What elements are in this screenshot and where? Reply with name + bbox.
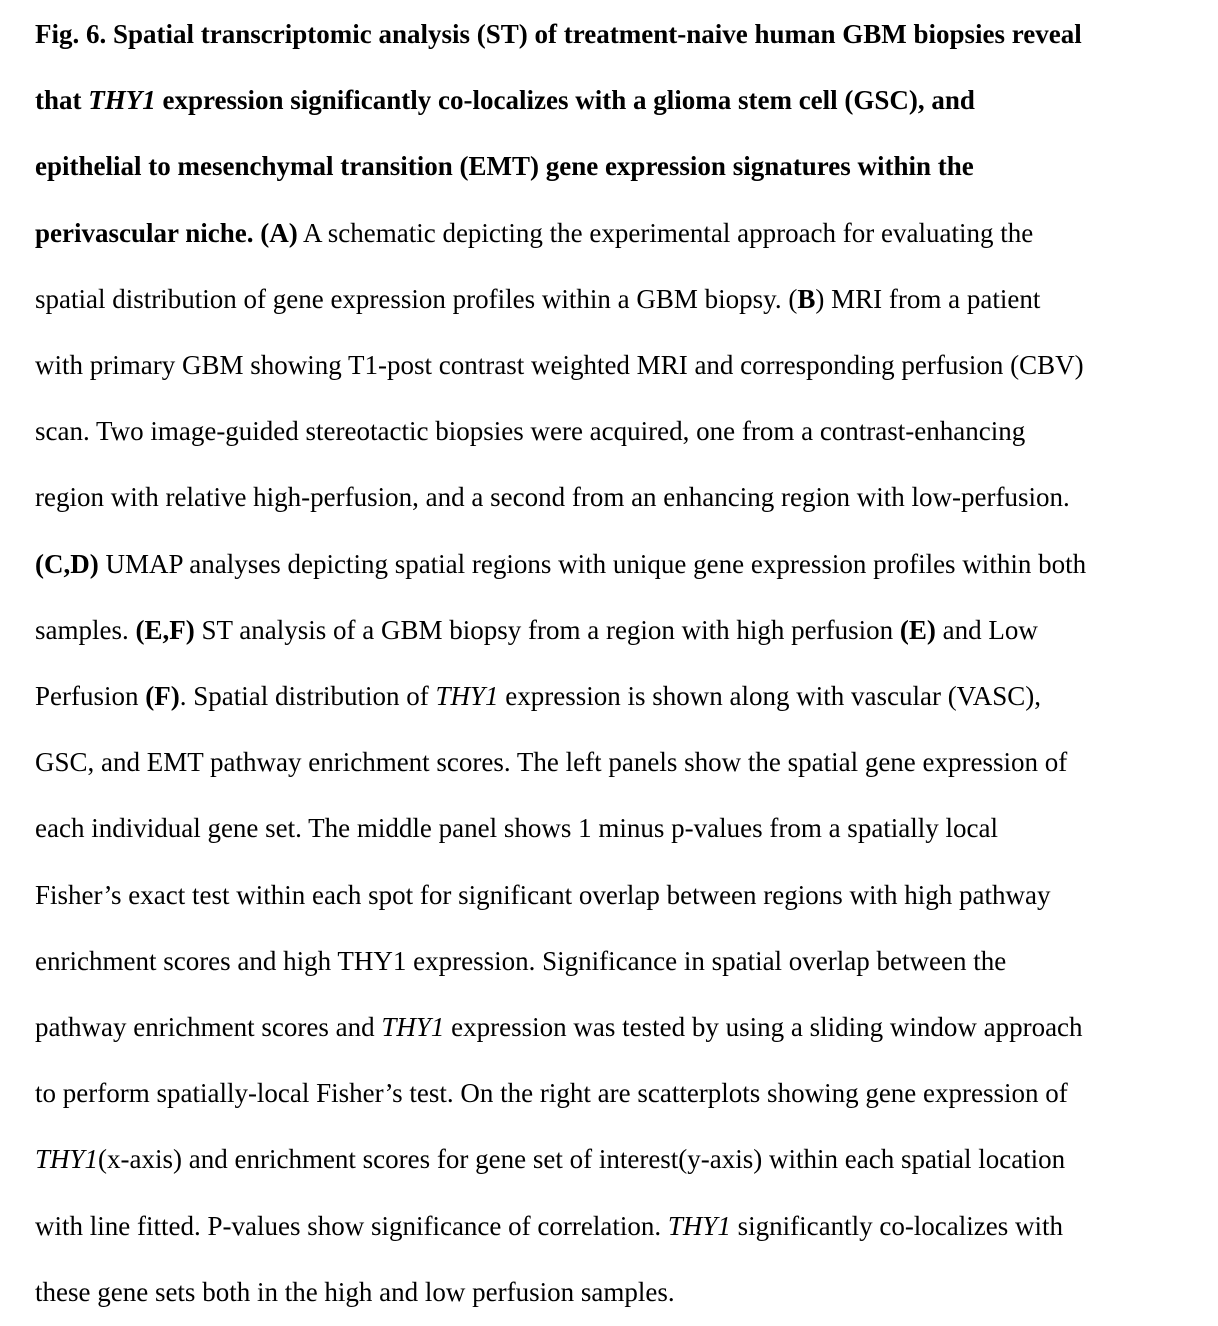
caption-text-run: B [797,283,816,314]
caption-line [35,1275,675,1309]
caption-text-run: spatial distribution of gene expression profiles within a GBM biopsy. ( [35,283,798,314]
caption-text-run: THY1 [435,681,499,711]
caption-text-run: GSC, and EMT pathway enrichment scores. The left panels show the spatial gene expression of [35,747,1068,778]
caption-line [35,83,975,117]
caption-line [35,811,998,845]
caption-text-run: scan. Two image-guided stereotactic biopsies were acquired, one from a contrast-enhancing [35,416,1026,447]
caption-text-run: samples. [35,614,136,645]
caption-line [35,745,1067,779]
caption-text-run: UMAP analyses depicting spatial regions with unique gene expression profiles within both [98,548,1087,579]
caption-line [35,1209,1063,1243]
caption-line [35,944,1006,978]
caption-line [35,348,1084,382]
caption-text-run: THY1 [88,85,156,116]
caption-text-run: . Spatial distribution of [179,681,436,711]
caption-line [35,547,1086,581]
caption-line [35,282,1040,316]
caption-text-run: (x-axis) and enrichment scores for gene set of interest(y-axis) within each spatial location [98,1144,1066,1175]
caption-text-run: each individual gene set. The middle panel shows 1 minus p-values from a spatially local [35,813,999,844]
caption-text-run: THY1 [667,1210,731,1241]
caption-text-run: these gene sets both in the high and low perfusion samples. [35,1276,675,1307]
caption-line [35,480,1070,514]
caption-text-run: Fisher’s exact test within each spot for significant overlap between regions with high pathway [35,879,1051,910]
caption-text-run: ST analysis of a GBM biopsy from a region with high perfusion [194,614,900,645]
caption-text-run: that [35,85,89,116]
caption-line [35,216,1033,250]
caption-text-run: with line fitted. P-values show significance of correlation. [35,1210,668,1241]
caption-text-run: (E,F) [135,614,195,645]
caption-line [35,1010,1083,1044]
caption-text-run: expression is shown along with vascular (VASC), [498,681,1041,711]
caption-text-run: A schematic depicting the experimental approach for evaluating the [297,217,1034,248]
caption-line [35,613,1038,647]
caption-text-run: Perfusion [35,681,146,711]
caption-text-run: and Low [935,614,1038,645]
caption-text-run: THY1 [381,1012,445,1042]
caption-text-run: significantly co-localizes with [730,1210,1064,1241]
caption-text-run: expression significantly co-localizes with a glioma stem cell (GSC), and [155,85,975,116]
caption-text-run: ) MRI from a patient [815,283,1041,314]
caption-line [35,149,974,183]
caption-text-run: region with relative high-perfusion, and a second from an enhancing region with low-perfusion. [35,482,1070,513]
caption-text-run: (F) [145,681,180,711]
caption-text-run: (E) [899,614,936,645]
caption-text-run: THY1 [35,1144,99,1175]
caption-line [35,1142,1065,1176]
caption-line [35,17,1082,51]
caption-text-run: epithelial to mesenchymal transition (EMT) gene expression signatures within the [35,151,974,182]
caption-text-run: enrichment scores and high THY1 expression. Significance in spatial overlap between the [35,945,1007,976]
caption-text-run: (C,D) [35,548,99,579]
caption-text-run: with primary GBM showing T1-post contrast weighted MRI and corresponding perfusion (CBV) [35,350,1084,380]
caption-line [35,414,1025,448]
caption-text-run: Fig. 6. Spatial transcriptomic analysis (ST) of treatment-naive human GBM biopsies reveal [35,19,1082,49]
caption-text-run: expression was tested by using a sliding window approach [444,1012,1083,1042]
caption-line [35,679,1041,713]
caption-line [35,1076,1068,1110]
caption-text-run: pathway enrichment scores and [35,1012,382,1042]
caption-text-run: perivascular niche. (A) [35,217,298,248]
caption-text-run: to perform spatially-local Fisher’s test. On the right are scatterplots showing gene expression of [35,1078,1068,1109]
caption-line [35,878,1051,912]
